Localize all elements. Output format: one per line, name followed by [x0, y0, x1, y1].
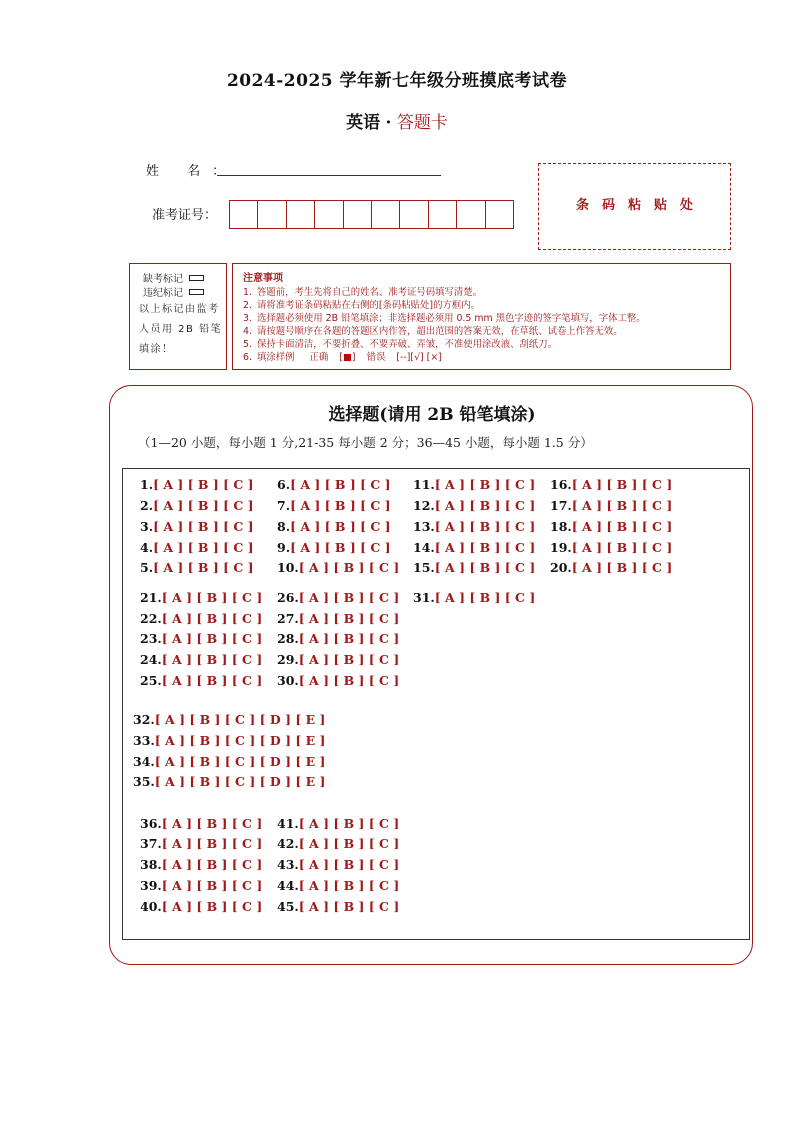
notice-text: 保持卡面清洁，不要折叠、不要弄破、弄皱，不准使用涂改液、刮纸刀。	[257, 339, 558, 350]
question-number: 17.	[550, 498, 572, 513]
question-number: 30.	[277, 673, 299, 688]
answer-bubbles[interactable]: [ A ] [ B ] [ C ]	[434, 590, 536, 605]
notice-box	[232, 263, 731, 370]
sample-wrong-marks: [--][√] [×]	[396, 352, 442, 363]
answer-bubbles[interactable]: [ A ] [ B ] [ C ]	[298, 878, 400, 893]
id-digit-box[interactable]	[428, 200, 457, 229]
notice-item	[243, 297, 480, 311]
question-row	[140, 652, 262, 667]
sample-bracket: [	[339, 352, 343, 363]
notice-number: 1.	[243, 287, 252, 298]
answer-bubbles[interactable]: [ A ] [ B ] [ C ]	[161, 857, 263, 872]
question-row	[140, 477, 254, 492]
question-row	[413, 560, 535, 575]
question-number: 14.	[413, 540, 435, 555]
question-row	[413, 477, 535, 492]
answer-bubbles[interactable]: [ A ] [ B ] [ C ]	[153, 477, 254, 492]
answer-bubbles[interactable]: [ A ] [ B ] [ C ]	[434, 560, 536, 575]
answer-bubbles[interactable]: [ A ] [ B ] [ C ]	[298, 560, 400, 575]
question-row	[277, 611, 399, 626]
question-number: 41.	[277, 816, 299, 831]
question-number: 34.	[133, 754, 155, 769]
id-digit-box[interactable]	[343, 200, 372, 229]
mark-note: 以上标记由监考人员用 2B 铅笔填涂！	[139, 304, 223, 355]
question-number: 28.	[277, 631, 299, 646]
violation-mark-swatch[interactable]	[189, 289, 204, 295]
id-digit-box[interactable]	[399, 200, 428, 229]
answer-bubbles[interactable]: [ A ] [ B ] [ C ] [ D ] [ E ]	[154, 733, 326, 748]
question-number: 39.	[140, 878, 162, 893]
question-row	[140, 611, 262, 626]
id-digit-box[interactable]	[485, 200, 514, 229]
question-row	[277, 652, 399, 667]
id-digit-box[interactable]	[286, 200, 315, 229]
question-row	[140, 631, 262, 646]
question-number: 26.	[277, 590, 299, 605]
question-number: 35.	[133, 774, 155, 789]
notice-item	[243, 336, 557, 350]
sample-bracket: ]	[351, 352, 356, 363]
violation-mark-row	[143, 284, 204, 299]
answer-bubbles[interactable]: [ A ] [ B ] [ C ]	[571, 498, 673, 513]
question-row	[140, 857, 262, 872]
answer-bubbles[interactable]: [ A ] [ B ] [ C ]	[298, 816, 400, 831]
notice-number: 4.	[243, 326, 252, 337]
answer-bubbles[interactable]: [ A ] [ B ] [ C ]	[153, 540, 254, 555]
notice-number: 3.	[243, 313, 252, 324]
answer-bubbles[interactable]: [ A ] [ B ] [ C ]	[290, 477, 391, 492]
exam-subtitle	[0, 108, 794, 133]
question-number: 1.	[140, 477, 154, 492]
question-number: 43.	[277, 857, 299, 872]
question-row	[550, 477, 672, 492]
barcode-label: 条码粘贴处	[575, 198, 706, 213]
answer-bubbles[interactable]: [ A ] [ B ] [ C ]	[153, 498, 254, 513]
notice-number: 5.	[243, 339, 252, 350]
answer-bubbles[interactable]: [ A ] [ B ] [ C ]	[290, 498, 391, 513]
question-number: 6.	[277, 477, 291, 492]
question-number: 15.	[413, 560, 435, 575]
question-number: 45.	[277, 899, 299, 914]
question-number: 29.	[277, 652, 299, 667]
answer-bubbles[interactable]: [ A ] [ B ] [ C ]	[161, 631, 263, 646]
question-row	[133, 712, 325, 727]
sample-wrong-label: 错误	[366, 352, 386, 363]
answer-bubbles[interactable]: [ A ] [ B ] [ C ]	[290, 519, 391, 534]
sample-correct-label: 正确	[309, 352, 329, 363]
id-digit-box[interactable]	[371, 200, 400, 229]
answer-bubbles[interactable]: [ A ] [ B ] [ C ]	[161, 816, 263, 831]
answer-bubbles[interactable]: [ A ] [ B ] [ C ] [ D ] [ E ]	[154, 754, 326, 769]
question-row	[140, 560, 254, 575]
answer-bubbles[interactable]: [ A ] [ B ] [ C ]	[298, 631, 400, 646]
absent-mark-row	[143, 270, 204, 285]
question-row	[133, 754, 325, 769]
question-row	[413, 498, 535, 513]
answer-bubbles[interactable]: [ A ] [ B ] [ C ]	[153, 519, 254, 534]
answer-bubbles[interactable]: [ A ] [ B ] [ C ]	[161, 673, 263, 688]
answer-bubbles[interactable]: [ A ] [ B ] [ C ]	[434, 498, 536, 513]
question-number: 5.	[140, 560, 154, 575]
question-number: 18.	[550, 519, 572, 534]
notice-number: 6.	[243, 352, 252, 363]
answer-bubbles[interactable]: [ A ] [ B ] [ C ]	[571, 477, 673, 492]
name-label: 姓 名：	[146, 164, 238, 179]
question-row	[277, 477, 391, 492]
question-row	[140, 540, 254, 555]
question-number: 38.	[140, 857, 162, 872]
answer-bubbles[interactable]: [ A ] [ B ] [ C ]	[298, 611, 400, 626]
question-number: 9.	[277, 540, 291, 555]
id-digit-box[interactable]	[229, 200, 258, 229]
question-row	[140, 498, 254, 513]
question-row	[140, 899, 262, 914]
question-row	[277, 519, 391, 534]
question-number: 20.	[550, 560, 572, 575]
question-row	[140, 816, 262, 831]
answer-bubbles[interactable]: [ A ] [ B ] [ C ]	[298, 836, 400, 851]
name-field[interactable]	[217, 175, 441, 176]
question-number: 32.	[133, 712, 155, 727]
question-number: 22.	[140, 611, 162, 626]
absent-mark-swatch[interactable]	[189, 275, 204, 281]
answer-bubbles[interactable]: [ A ] [ B ] [ C ]	[571, 540, 673, 555]
answer-bubbles[interactable]: [ A ] [ B ] [ C ]	[161, 836, 263, 851]
question-number: 11.	[413, 477, 435, 492]
notice-text: 填涂样例	[257, 352, 295, 363]
question-number: 36.	[140, 816, 162, 831]
question-row	[550, 498, 672, 513]
question-number: 13.	[413, 519, 435, 534]
question-row	[133, 733, 325, 748]
question-row	[277, 560, 399, 575]
question-number: 2.	[140, 498, 154, 513]
answer-bubbles[interactable]: [ A ] [ B ] [ C ]	[161, 590, 263, 605]
question-number: 8.	[277, 519, 291, 534]
question-row	[140, 836, 262, 851]
question-number: 19.	[550, 540, 572, 555]
answer-bubbles[interactable]: [ A ] [ B ] [ C ]	[571, 519, 673, 534]
question-row	[550, 540, 672, 555]
question-row	[550, 519, 672, 534]
notice-text: 选择题必须使用 2B 铅笔填涂；非选择题必须用 0.5 mm 黑色字迹的签字笔填写，字体工整。	[257, 313, 646, 324]
question-row	[550, 560, 672, 575]
notice-item	[243, 349, 442, 363]
exam-title: 2024-2025 学年新七年级分班摸底考试卷	[226, 71, 568, 91]
answer-bubbles[interactable]: [ A ] [ B ] [ C ]	[161, 899, 263, 914]
subject-label: 英语	[346, 113, 381, 133]
notice-number: 2.	[243, 300, 252, 311]
answer-bubbles[interactable]: [ A ] [ B ] [ C ]	[298, 857, 400, 872]
question-row	[277, 878, 399, 893]
question-number: 21.	[140, 590, 162, 605]
absent-mark-label: 缺考标记	[143, 274, 183, 285]
question-number: 25.	[140, 673, 162, 688]
question-number: 7.	[277, 498, 291, 513]
question-number: 37.	[140, 836, 162, 851]
answer-bubbles[interactable]: [ A ] [ B ] [ C ]	[298, 652, 400, 667]
section-title: 选择题(请用 2B 铅笔填涂)	[328, 405, 536, 425]
answer-bubbles[interactable]: [ A ] [ B ] [ C ]	[161, 878, 263, 893]
question-row	[277, 816, 399, 831]
answer-bubbles[interactable]: [ A ] [ B ] [ C ]	[153, 560, 254, 575]
answer-bubbles[interactable]: [ A ] [ B ] [ C ]	[298, 673, 400, 688]
answer-bubbles[interactable]: [ A ] [ B ] [ C ]	[290, 540, 391, 555]
notice-text: 请将准考证条码粘贴在右侧的[条码粘贴处]的方框内。	[257, 300, 480, 311]
notice-title: 注意事项	[243, 273, 283, 284]
question-number: 24.	[140, 652, 162, 667]
question-row	[413, 590, 535, 605]
question-number: 4.	[140, 540, 154, 555]
id-digit-box[interactable]	[314, 200, 343, 229]
question-number: 10.	[277, 560, 299, 575]
filled-sample-icon	[344, 354, 351, 361]
question-row	[277, 540, 391, 555]
question-number: 16.	[550, 477, 572, 492]
answer-bubbles[interactable]: [ A ] [ B ] [ C ]	[161, 611, 263, 626]
question-number: 42.	[277, 836, 299, 851]
question-number: 44.	[277, 878, 299, 893]
question-row	[413, 540, 535, 555]
barcode-area	[538, 163, 731, 250]
answer-bubbles[interactable]: [ A ] [ B ] [ C ]	[434, 477, 536, 492]
question-number: 31.	[413, 590, 435, 605]
answer-bubbles[interactable]: [ A ] [ B ] [ C ]	[434, 540, 536, 555]
answer-bubbles[interactable]: [ A ] [ B ] [ C ]	[161, 652, 263, 667]
answer-bubbles[interactable]: [ A ] [ B ] [ C ] [ D ] [ E ]	[154, 712, 326, 727]
question-row	[140, 590, 262, 605]
id-label: 准考证号：	[152, 208, 218, 223]
question-number: 3.	[140, 519, 154, 534]
question-row	[140, 673, 262, 688]
question-number: 27.	[277, 611, 299, 626]
answer-bubbles[interactable]: [ A ] [ B ] [ C ]	[434, 519, 536, 534]
id-digit-box[interactable]	[456, 200, 485, 229]
notice-item	[243, 284, 482, 298]
violation-mark-label: 违纪标记	[143, 288, 183, 299]
notice-text: 答题前，考生先将自己的姓名、准考证号码填写清楚。	[257, 287, 483, 298]
answer-card-label: 答题卡	[396, 113, 448, 133]
question-row	[277, 631, 399, 646]
question-number: 12.	[413, 498, 435, 513]
id-number-boxes[interactable]	[229, 200, 513, 229]
subtitle-separator: ·	[385, 113, 392, 133]
question-number: 40.	[140, 899, 162, 914]
notice-item	[243, 323, 623, 337]
question-row	[277, 590, 399, 605]
answer-bubbles[interactable]: [ A ] [ B ] [ C ] [ D ] [ E ]	[154, 774, 326, 789]
question-row	[277, 498, 391, 513]
question-row	[277, 673, 399, 688]
answer-bubbles[interactable]: [ A ] [ B ] [ C ]	[298, 899, 400, 914]
question-row	[277, 836, 399, 851]
question-row	[277, 857, 399, 872]
question-number: 23.	[140, 631, 162, 646]
question-row	[133, 774, 325, 789]
id-digit-box[interactable]	[257, 200, 286, 229]
question-number: 33.	[133, 733, 155, 748]
notice-text: 请按题号顺序在各题的答题区内作答，超出范围的答案无效，在草纸、试卷上作答无效。	[257, 326, 623, 337]
mark-box	[129, 263, 227, 370]
answer-bubbles[interactable]: [ A ] [ B ] [ C ]	[298, 590, 400, 605]
question-row	[140, 878, 262, 893]
answer-bubbles[interactable]: [ A ] [ B ] [ C ]	[571, 560, 673, 575]
section-note: （1—20 小题，每小题 1 分,21-35 每小题 2 分；36—45 小题，每小题 1.5 分）	[138, 435, 593, 450]
question-row	[413, 519, 535, 534]
question-row	[277, 899, 399, 914]
question-row	[140, 519, 254, 534]
notice-item	[243, 310, 646, 324]
